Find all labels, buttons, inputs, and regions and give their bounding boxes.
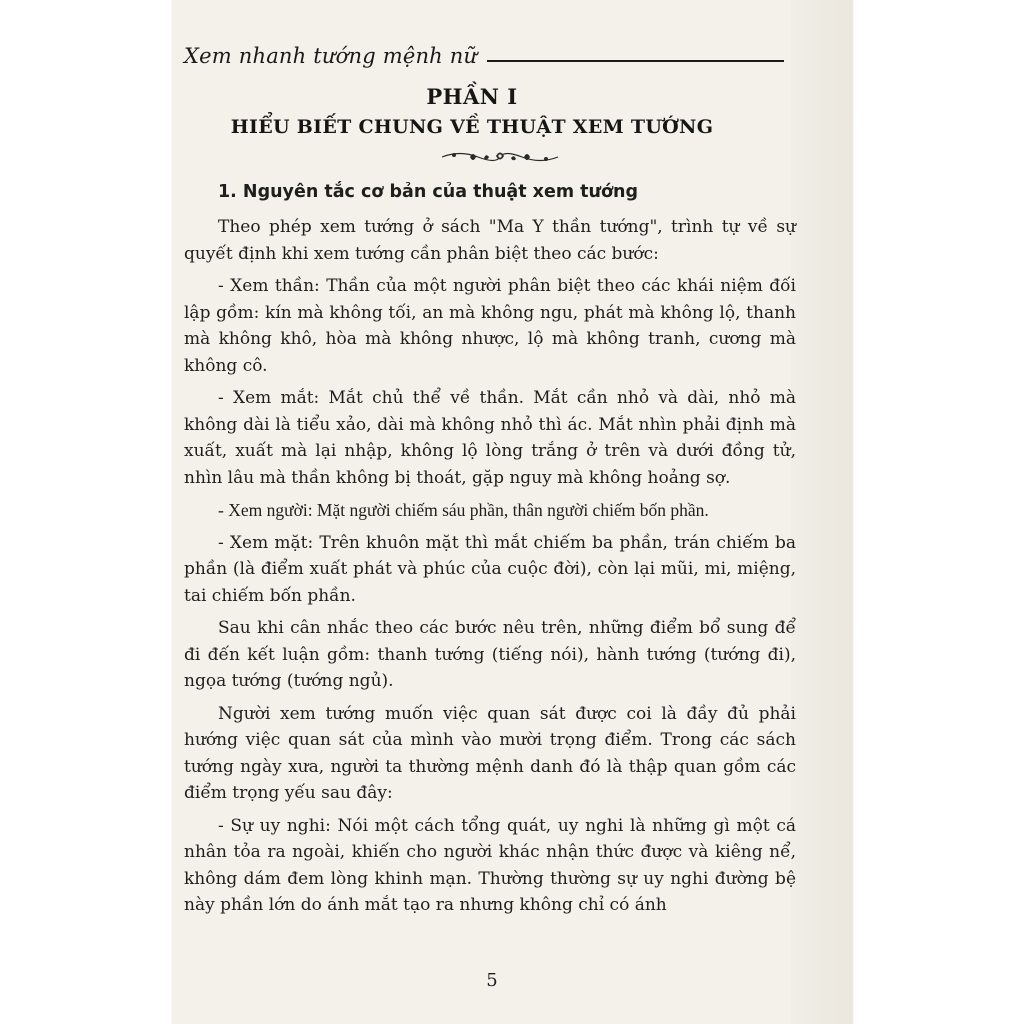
page-edge-shadow [791,0,853,1024]
page-number: 5 [486,970,498,991]
paragraph: - Xem thần: Thần của một người phân biệt theo các khái niệm đối lập gồm: kín mà không tối, an mà không ngu, phát mà không lộ, thanh mà không khô, hòa mà không nhược, lộ mà không tranh, cương mà không cô. [184,276,796,376]
running-header-rule [487,60,784,62]
paragraph: Theo phép xem tướng ở sách "Ma Y thần tướng", trình tự về sự quyết định khi xem tướng cần phân biệt theo các bước: [184,217,796,264]
paragraph: Sau khi cân nhắc theo các bước nêu trên, những điểm bổ sung để đi đến kết luận gồm: thanh tướng (tiếng nói), hành tướng (tướng đi), ngọa tướng (tướng ngủ). [184,618,796,691]
part-title: PHẦN I [426,84,518,109]
paragraph: - Xem người: Mặt người chiếm sáu phần, thân người chiếm bốn phần. [218,500,709,520]
body-text [184,178,796,925]
paragraph: Người xem tướng muốn việc quan sát được coi là đầy đủ phải hướng việc quan sát của mình vào mười trọng điểm. Trong các sách tướng ngày xưa, người ta thường mệnh danh đó là thập quan gồm các điểm trọng yếu sau đây: [184,703,796,803]
running-header [184,44,784,68]
running-header-text: Xem nhanh tướng mệnh nữ [184,44,478,68]
book-page [172,0,853,1024]
paragraph: - Xem mặt: Trên khuôn mặt thì mắt chiếm ba phần, trán chiếm ba phần (là điểm xuất phát và phúc của cuộc đời), còn lại mũi, mi, miệng, tai chiếm bốn phần. [184,532,796,606]
section-heading: 1. Nguyên tắc cơ bản của thuật xem tướng [218,182,638,202]
floral-ornament-icon [440,146,560,168]
part-subtitle: HIỂU BIẾT CHUNG VỀ THUẬT XEM TƯỚNG [230,116,714,138]
paragraph: - Xem mắt: Mắt chủ thể về thần. Mắt cần nhỏ và dài, nhỏ mà không dài là tiểu xảo, dài mà không nhỏ thì ác. Mắt nhìn phải định mà xuất, xuất mà lại nhập, không lộ lòng trắng ở trên và dưới đồng tử, nhìn lâu mà thần không bị thoát, gặp nguy mà không hoảng sợ. [184,388,796,488]
paragraph: - Sự uy nghi: Nói một cách tổng quát, uy nghi là những gì một cá nhân tỏa ra ngoài, khiến cho người khác nhận thức được và kiêng nể, không dám đem lòng khinh mạn. Thường thường sự uy nghi đường bệ này phần lớn do ánh mắt tạo ra nhưng không chỉ có ánh [184,815,796,915]
